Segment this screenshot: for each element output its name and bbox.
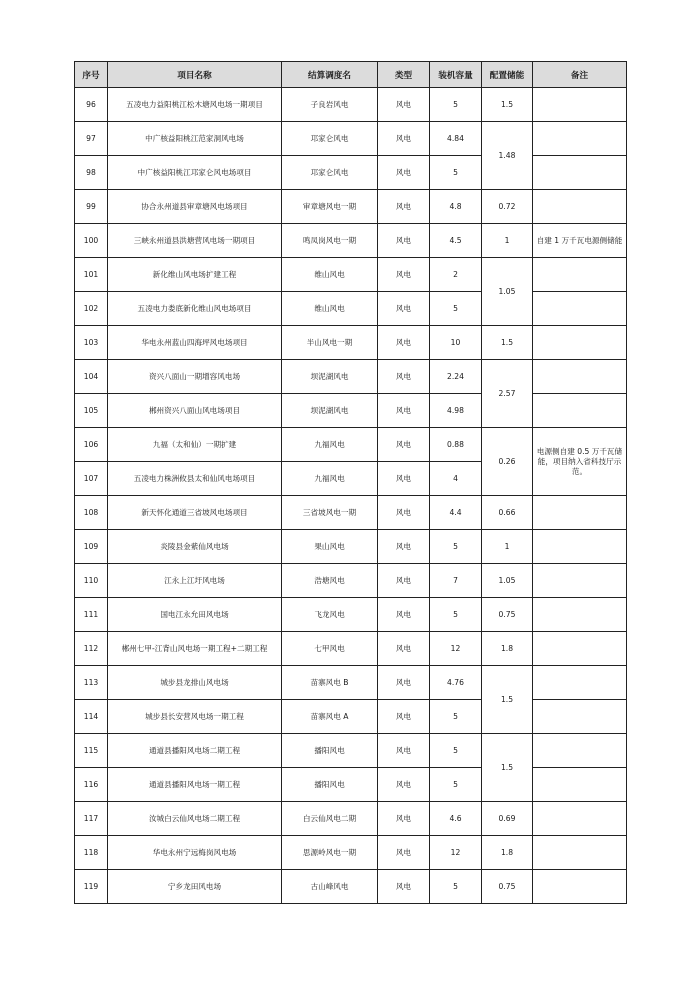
cell-no: 109 xyxy=(75,530,108,564)
cell-capacity: 5 xyxy=(430,870,482,904)
cell-no: 105 xyxy=(75,394,108,428)
cell-name: 华电永州蓝山四海坪风电场项目 xyxy=(108,326,282,360)
cell-note xyxy=(533,258,627,292)
cell-no: 99 xyxy=(75,190,108,224)
cell-dispatch: 邛家仑风电 xyxy=(282,122,378,156)
cell-capacity: 4.6 xyxy=(430,802,482,836)
cell-name: 中广核益阳桃江邛家仑风电场项目 xyxy=(108,156,282,190)
cell-no: 106 xyxy=(75,428,108,462)
cell-name: 炎陵县金紫仙风电场 xyxy=(108,530,282,564)
cell-note xyxy=(533,360,627,394)
table-row xyxy=(75,326,627,360)
table-row xyxy=(75,632,627,666)
cell-capacity: 5 xyxy=(430,156,482,190)
cell-note xyxy=(533,632,627,666)
cell-name: 新化维山风电场扩建工程 xyxy=(108,258,282,292)
cell-name: 九福（太和仙）一期扩建 xyxy=(108,428,282,462)
cell-name: 宁乡龙田风电场 xyxy=(108,870,282,904)
cell-no: 119 xyxy=(75,870,108,904)
cell-dispatch: 半山风电一期 xyxy=(282,326,378,360)
cell-note xyxy=(533,666,627,700)
cell-capacity: 4.8 xyxy=(430,190,482,224)
cell-no: 101 xyxy=(75,258,108,292)
table-row xyxy=(75,564,627,598)
cell-type: 风电 xyxy=(378,394,430,428)
cell-storage: 1.8 xyxy=(482,836,533,870)
cell-name: 新天怀化通道三省坡风电场项目 xyxy=(108,496,282,530)
cell-note: 自建 1 万千瓦电源侧储能 xyxy=(533,224,627,258)
cell-no: 107 xyxy=(75,462,108,496)
cell-capacity: 4.5 xyxy=(430,224,482,258)
cell-storage: 1.05 xyxy=(482,258,533,326)
cell-storage: 0.26 xyxy=(482,428,533,496)
cell-dispatch: 九福风电 xyxy=(282,428,378,462)
cell-name: 华电永州宁远梅岗风电场 xyxy=(108,836,282,870)
cell-type: 风电 xyxy=(378,190,430,224)
table-row xyxy=(75,700,627,734)
cell-no: 112 xyxy=(75,632,108,666)
cell-capacity: 7 xyxy=(430,564,482,598)
table-row xyxy=(75,870,627,904)
cell-name: 五凌电力株洲攸县太和仙风电场项目 xyxy=(108,462,282,496)
cell-dispatch: 三省坡风电一期 xyxy=(282,496,378,530)
table-row xyxy=(75,394,627,428)
cell-type: 风电 xyxy=(378,360,430,394)
cell-capacity: 4.98 xyxy=(430,394,482,428)
cell-capacity: 5 xyxy=(430,598,482,632)
cell-storage: 1.5 xyxy=(482,326,533,360)
cell-capacity: 10 xyxy=(430,326,482,360)
cell-name: 中广核益阳桃江范家洞风电场 xyxy=(108,122,282,156)
cell-capacity: 2 xyxy=(430,258,482,292)
cell-type: 风电 xyxy=(378,564,430,598)
table-row xyxy=(75,190,627,224)
cell-dispatch: 播阳风电 xyxy=(282,734,378,768)
table-row xyxy=(75,802,627,836)
header-note: 备注 xyxy=(533,62,627,88)
cell-type: 风电 xyxy=(378,836,430,870)
cell-dispatch: 白云仙风电二期 xyxy=(282,802,378,836)
cell-capacity: 5 xyxy=(430,530,482,564)
cell-type: 风电 xyxy=(378,802,430,836)
cell-note xyxy=(533,292,627,326)
cell-no: 114 xyxy=(75,700,108,734)
cell-name: 城步县龙排山风电场 xyxy=(108,666,282,700)
cell-dispatch: 子良岩风电 xyxy=(282,88,378,122)
cell-type: 风电 xyxy=(378,88,430,122)
cell-dispatch: 思源岭风电一期 xyxy=(282,836,378,870)
table-row xyxy=(75,598,627,632)
header-no: 序号 xyxy=(75,62,108,88)
cell-dispatch: 播阳风电 xyxy=(282,768,378,802)
table-row xyxy=(75,768,627,802)
cell-capacity: 4 xyxy=(430,462,482,496)
cell-type: 风电 xyxy=(378,224,430,258)
cell-storage: 0.66 xyxy=(482,496,533,530)
cell-capacity: 12 xyxy=(430,836,482,870)
cell-dispatch: 维山风电 xyxy=(282,258,378,292)
cell-capacity: 5 xyxy=(430,734,482,768)
table-row xyxy=(75,122,627,156)
table-row xyxy=(75,258,627,292)
cell-note xyxy=(533,768,627,802)
table-row xyxy=(75,156,627,190)
cell-name: 五凌电力益阳桃江松木塘风电场一期项目 xyxy=(108,88,282,122)
header-type: 类型 xyxy=(378,62,430,88)
cell-no: 104 xyxy=(75,360,108,394)
cell-name: 城步县长安营风电场一期工程 xyxy=(108,700,282,734)
cell-dispatch: 飞龙风电 xyxy=(282,598,378,632)
cell-capacity: 5 xyxy=(430,768,482,802)
table-row xyxy=(75,292,627,326)
cell-dispatch: 苗寨风电 A xyxy=(282,700,378,734)
cell-no: 111 xyxy=(75,598,108,632)
cell-name: 三峡永州道县洪塘营风电场一期项目 xyxy=(108,224,282,258)
header-capacity: 装机容量 xyxy=(430,62,482,88)
cell-capacity: 4.76 xyxy=(430,666,482,700)
cell-dispatch: 果山风电 xyxy=(282,530,378,564)
cell-no: 96 xyxy=(75,88,108,122)
cell-note xyxy=(533,836,627,870)
header-storage: 配置储能 xyxy=(482,62,533,88)
cell-no: 97 xyxy=(75,122,108,156)
cell-no: 116 xyxy=(75,768,108,802)
cell-type: 风电 xyxy=(378,530,430,564)
cell-capacity: 0.88 xyxy=(430,428,482,462)
cell-no: 98 xyxy=(75,156,108,190)
table-row xyxy=(75,428,627,462)
cell-dispatch: 坝泥湖风电 xyxy=(282,394,378,428)
cell-type: 风电 xyxy=(378,632,430,666)
cell-storage: 1.48 xyxy=(482,122,533,190)
cell-name: 资兴八面山一期增容风电场 xyxy=(108,360,282,394)
cell-dispatch: 坝泥湖风电 xyxy=(282,360,378,394)
table-row xyxy=(75,734,627,768)
cell-name: 汝城白云仙风电场二期工程 xyxy=(108,802,282,836)
cell-storage: 0.75 xyxy=(482,598,533,632)
cell-note xyxy=(533,700,627,734)
cell-type: 风电 xyxy=(378,258,430,292)
table-row xyxy=(75,88,627,122)
cell-type: 风电 xyxy=(378,428,430,462)
header-name: 项目名称 xyxy=(108,62,282,88)
cell-dispatch: 浩塘风电 xyxy=(282,564,378,598)
cell-note xyxy=(533,564,627,598)
cell-no: 110 xyxy=(75,564,108,598)
cell-dispatch: 维山风电 xyxy=(282,292,378,326)
header-dispatch: 结算调度名 xyxy=(282,62,378,88)
cell-dispatch: 苗寨风电 B xyxy=(282,666,378,700)
cell-note xyxy=(533,122,627,156)
cell-name: 郴州资兴八面山风电场项目 xyxy=(108,394,282,428)
cell-note xyxy=(533,496,627,530)
cell-note xyxy=(533,156,627,190)
cell-storage: 1 xyxy=(482,530,533,564)
cell-type: 风电 xyxy=(378,292,430,326)
header-row xyxy=(75,62,627,88)
cell-name: 江永上江圩风电场 xyxy=(108,564,282,598)
cell-note xyxy=(533,530,627,564)
table-row xyxy=(75,224,627,258)
cell-dispatch: 古山峰风电 xyxy=(282,870,378,904)
cell-type: 风电 xyxy=(378,496,430,530)
cell-storage: 1.5 xyxy=(482,666,533,734)
cell-note xyxy=(533,598,627,632)
cell-note xyxy=(533,88,627,122)
table-row xyxy=(75,496,627,530)
cell-type: 风电 xyxy=(378,768,430,802)
cell-note xyxy=(533,190,627,224)
table-row xyxy=(75,360,627,394)
cell-capacity: 5 xyxy=(430,292,482,326)
wind-project-table xyxy=(74,61,627,904)
cell-note xyxy=(533,870,627,904)
cell-no: 108 xyxy=(75,496,108,530)
cell-no: 100 xyxy=(75,224,108,258)
cell-note xyxy=(533,326,627,360)
cell-capacity: 2.24 xyxy=(430,360,482,394)
cell-type: 风电 xyxy=(378,870,430,904)
cell-type: 风电 xyxy=(378,700,430,734)
table-row xyxy=(75,530,627,564)
table-row xyxy=(75,666,627,700)
cell-capacity: 4.84 xyxy=(430,122,482,156)
cell-storage: 1 xyxy=(482,224,533,258)
cell-note xyxy=(533,802,627,836)
cell-dispatch: 邛家仑风电 xyxy=(282,156,378,190)
cell-type: 风电 xyxy=(378,326,430,360)
cell-type: 风电 xyxy=(378,734,430,768)
cell-name: 通道县播阳风电场二期工程 xyxy=(108,734,282,768)
cell-note xyxy=(533,734,627,768)
cell-storage: 0.75 xyxy=(482,870,533,904)
cell-dispatch: 鸣凤岗风电一期 xyxy=(282,224,378,258)
cell-note: 电源侧自建 0.5 万千瓦储能，项目纳入省科技厅示范。 xyxy=(533,428,627,496)
cell-capacity: 4.4 xyxy=(430,496,482,530)
cell-storage: 0.69 xyxy=(482,802,533,836)
cell-type: 风电 xyxy=(378,462,430,496)
table-row xyxy=(75,836,627,870)
cell-storage: 0.72 xyxy=(482,190,533,224)
cell-storage: 1.8 xyxy=(482,632,533,666)
cell-dispatch: 审章塘风电一期 xyxy=(282,190,378,224)
cell-capacity: 12 xyxy=(430,632,482,666)
cell-no: 103 xyxy=(75,326,108,360)
cell-no: 117 xyxy=(75,802,108,836)
cell-storage: 2.57 xyxy=(482,360,533,428)
cell-storage: 1.05 xyxy=(482,564,533,598)
cell-type: 风电 xyxy=(378,666,430,700)
cell-capacity: 5 xyxy=(430,88,482,122)
cell-name: 郴州七甲-江背山风电场一期工程+二期工程 xyxy=(108,632,282,666)
cell-name: 国电江永允田风电场 xyxy=(108,598,282,632)
cell-no: 102 xyxy=(75,292,108,326)
cell-storage: 1.5 xyxy=(482,734,533,802)
cell-no: 113 xyxy=(75,666,108,700)
cell-no: 115 xyxy=(75,734,108,768)
cell-type: 风电 xyxy=(378,598,430,632)
cell-capacity: 5 xyxy=(430,700,482,734)
cell-name: 五凌电力娄底新化维山风电场项目 xyxy=(108,292,282,326)
cell-name: 协合永州道县审章塘风电场项目 xyxy=(108,190,282,224)
cell-dispatch: 九福风电 xyxy=(282,462,378,496)
cell-type: 风电 xyxy=(378,122,430,156)
cell-dispatch: 七甲风电 xyxy=(282,632,378,666)
cell-note xyxy=(533,394,627,428)
cell-name: 通道县播阳风电场一期工程 xyxy=(108,768,282,802)
cell-type: 风电 xyxy=(378,156,430,190)
cell-storage: 1.5 xyxy=(482,88,533,122)
cell-no: 118 xyxy=(75,836,108,870)
